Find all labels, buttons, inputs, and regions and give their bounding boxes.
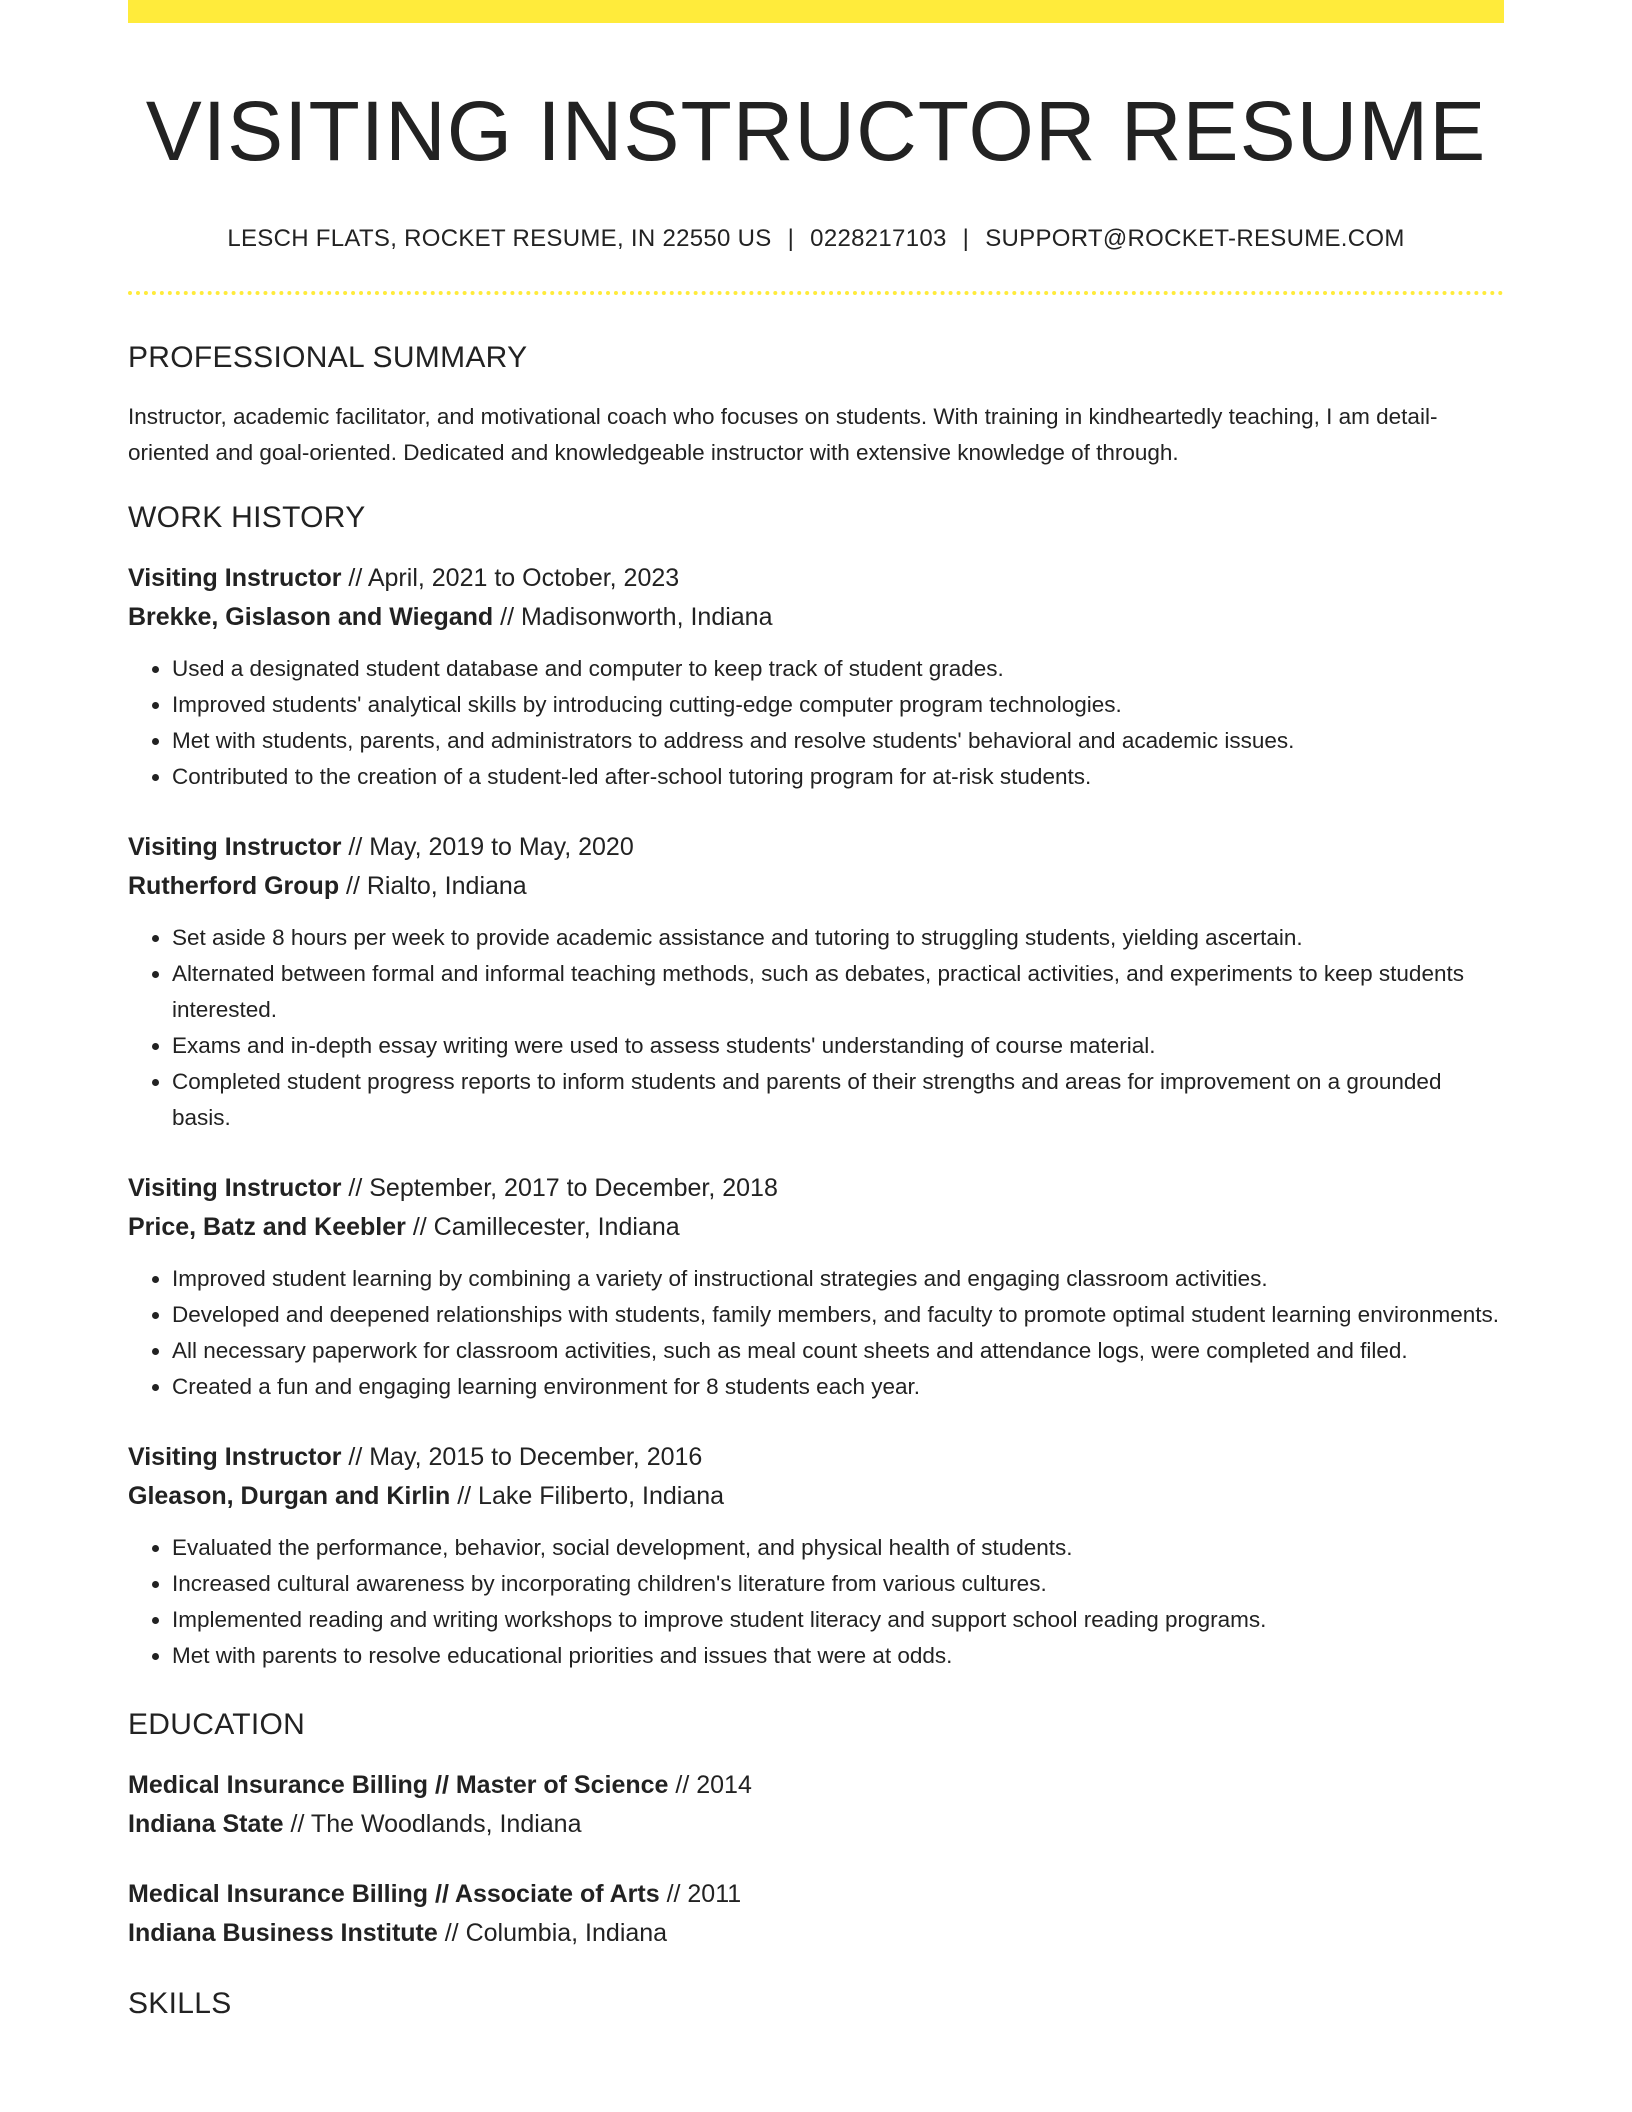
work-history-heading: WORK HISTORY	[128, 501, 366, 535]
contact-address: LESCH FLATS, ROCKET RESUME, IN 22550 US	[227, 225, 772, 253]
contact-separator: |	[962, 225, 970, 253]
education-year: // 2014	[668, 1771, 752, 1800]
job-company: Brekke, Gislason and Wiegand	[128, 603, 494, 632]
job-bullet: • Improved student learning by combining a variety of instructional strategies and engaging classroom activities.	[172, 1261, 1504, 1297]
skills-heading: SKILLS	[128, 1987, 232, 2021]
job-dates: // May, 2015 to December, 2016	[341, 1443, 703, 1472]
job-company-line	[128, 867, 1504, 906]
education-location: // Columbia, Indiana	[437, 1919, 668, 1948]
job-bullet: • Developed and deepened relationships with students, family members, and faculty to promote optimal student learning environments.	[172, 1297, 1504, 1333]
education-degree-line	[128, 1766, 1504, 1805]
job-role: Visiting Instructor	[128, 564, 342, 593]
job-company: Gleason, Durgan and Kirlin	[128, 1482, 451, 1511]
job-bullet: • Met with parents to resolve educational priorities and issues that were at odds.	[172, 1638, 1504, 1674]
job-bullet: • Evaluated the performance, behavior, social development, and physical health of students.	[172, 1530, 1504, 1566]
contact-email: SUPPORT@ROCKET-RESUME.COM	[985, 225, 1405, 253]
summary-heading: PROFESSIONAL SUMMARY	[128, 341, 528, 375]
education-entry	[128, 1875, 1504, 1953]
job-company-line	[128, 1477, 1504, 1516]
job-dates: // May, 2019 to May, 2020	[341, 833, 634, 862]
education-degree: Medical Insurance Billing // Master of Science	[128, 1771, 669, 1800]
education-entry	[128, 1766, 1504, 1844]
education-heading: EDUCATION	[128, 1708, 306, 1742]
job-title-line	[128, 1438, 1504, 1477]
job-entry	[128, 828, 1504, 1136]
job-bullet: • Alternated between formal and informal teaching methods, such as debates, practical activities, and experiments to keep students interested.	[172, 956, 1504, 1028]
job-bullet: • Increased cultural awareness by incorporating children's literature from various cultures.	[172, 1566, 1504, 1602]
job-bullet: • Created a fun and engaging learning environment for 8 students each year.	[172, 1369, 1504, 1405]
education-school-line	[128, 1805, 1504, 1844]
job-bullet: • Set aside 8 hours per week to provide academic assistance and tutoring to struggling students, yielding ascertain.	[172, 920, 1504, 956]
job-bullets	[128, 920, 1504, 1136]
job-role: Visiting Instructor	[128, 1443, 342, 1472]
job-entry	[128, 559, 1504, 795]
job-entry	[128, 1169, 1504, 1405]
job-bullet: • Used a designated student database and computer to keep track of student grades.	[172, 651, 1504, 687]
job-location: // Lake Filiberto, Indiana	[450, 1482, 725, 1511]
job-bullet: • Improved students' analytical skills by introducing cutting-edge computer program technologies.	[172, 687, 1504, 723]
job-company-line	[128, 598, 1504, 637]
dotted-divider	[128, 291, 1504, 295]
job-bullet: • Met with students, parents, and administrators to address and resolve students' behavioral and academic issues.	[172, 723, 1504, 759]
job-location: // Camillecester, Indiana	[405, 1213, 680, 1242]
job-bullet: • Contributed to the creation of a student-led after-school tutoring program for at-risk students.	[172, 759, 1504, 795]
job-bullet: • All necessary paperwork for classroom activities, such as meal count sheets and attendance logs, were completed and filed.	[172, 1333, 1504, 1369]
job-location: // Rialto, Indiana	[339, 872, 527, 901]
job-title-line	[128, 1169, 1504, 1208]
summary-text: Instructor, academic facilitator, and motivational coach who focuses on students. With training in kindheartedly teaching, I am detail-oriented and goal-oriented. Dedicated and knowledgeable instructor with extensive knowledge of through.	[128, 404, 1438, 466]
education-school: Indiana State	[128, 1810, 284, 1839]
job-bullet: • Exams and in-depth essay writing were used to assess students' understanding of course material.	[172, 1028, 1504, 1064]
education-school-line	[128, 1914, 1504, 1953]
contact-line	[128, 225, 1504, 253]
education-degree-line	[128, 1875, 1504, 1914]
job-title-line	[128, 828, 1504, 867]
job-bullets	[128, 651, 1504, 795]
education-location: // The Woodlands, Indiana	[283, 1810, 582, 1839]
job-bullet: • Implemented reading and writing workshops to improve student literacy and support school reading programs.	[172, 1602, 1504, 1638]
resume-page	[128, 0, 1504, 2021]
job-company: Price, Batz and Keebler	[128, 1213, 406, 1242]
job-entry	[128, 1438, 1504, 1674]
job-bullet: • Completed student progress reports to inform students and parents of their strengths and areas for improvement on a grounded basis.	[172, 1064, 1504, 1136]
contact-phone: 0228217103	[810, 225, 947, 253]
job-location: // Madisonworth, Indiana	[493, 603, 773, 632]
job-bullets	[128, 1530, 1504, 1674]
job-dates: // April, 2021 to October, 2023	[341, 564, 680, 593]
job-title-line	[128, 559, 1504, 598]
education-year: // 2011	[659, 1880, 742, 1909]
job-bullets	[128, 1261, 1504, 1405]
job-role: Visiting Instructor	[128, 833, 342, 862]
top-accent-bar	[128, 0, 1504, 23]
job-role: Visiting Instructor	[128, 1174, 342, 1203]
job-dates: // September, 2017 to December, 2018	[341, 1174, 778, 1203]
education-school: Indiana Business Institute	[128, 1919, 438, 1948]
resume-title: VISITING INSTRUCTOR RESUME	[145, 84, 1487, 178]
job-company-line	[128, 1208, 1504, 1247]
contact-separator: |	[787, 225, 795, 253]
education-degree: Medical Insurance Billing // Associate of Arts	[128, 1880, 660, 1909]
job-company: Rutherford Group	[128, 872, 340, 901]
